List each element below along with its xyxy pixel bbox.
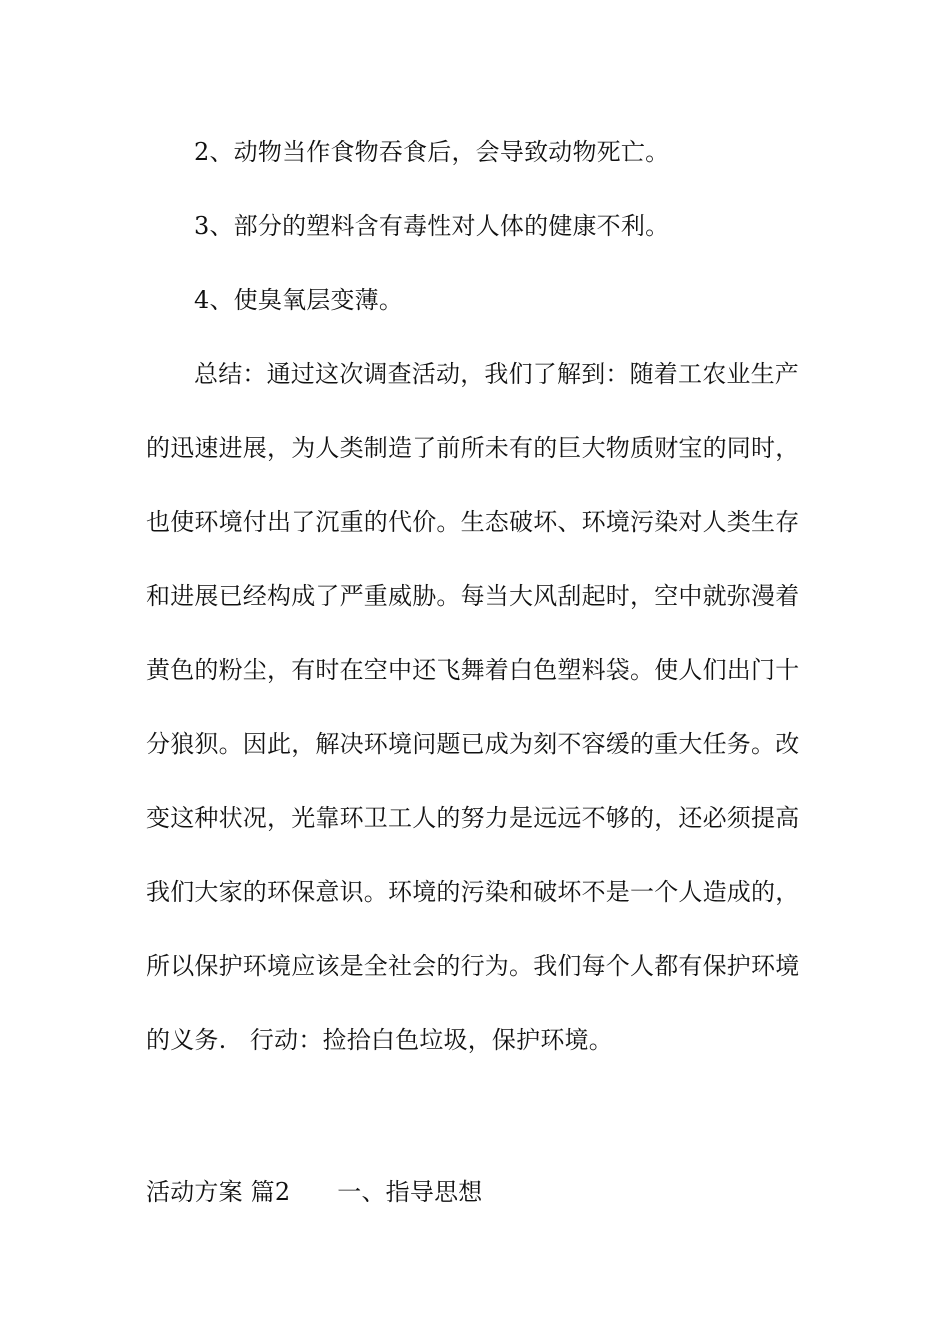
- summary-line: 也使环境付出了沉重的代价。生态破坏、环境污染对人类生存: [146, 508, 800, 536]
- summary-line: 我们大家的环保意识。环境的污染和破坏不是一个人造成的，: [146, 878, 800, 906]
- summary-line: 的迅速进展，为人类制造了前所未有的巨大物质财宝的同时，: [146, 434, 800, 462]
- list-item-3: 3、部分的塑料含有毒性对人体的健康不利。: [194, 212, 670, 240]
- summary-line: 所以保护环境应该是全社会的行为。我们每个人都有保护环境: [146, 952, 800, 980]
- summary-line: 黄色的粉尘，有时在空中还飞舞着白色塑料袋。使人们出门十: [146, 656, 800, 684]
- list-item-4: 4、使臭氧层变薄。: [194, 286, 404, 314]
- list-item-2: 2、动物当作食物吞食后，会导致动物死亡。: [194, 138, 670, 166]
- summary-line: 的义务. 行动：捡拾白色垃圾，保护环境。: [146, 1026, 613, 1054]
- summary-line: 总结：通过这次调查活动，我们了解到：随着工农业生产: [194, 360, 799, 388]
- section-heading: 活动方案 篇2 一、指导思想: [146, 1178, 483, 1206]
- summary-line: 分狼狈。因此，解决环境问题已成为刻不容缓的重大任务。改: [146, 730, 800, 758]
- summary-line: 变这种状况，光靠环卫工人的努力是远远不够的，还必须提高: [146, 804, 800, 832]
- summary-line: 和进展已经构成了严重威胁。每当大风刮起时，空中就弥漫着: [146, 582, 800, 610]
